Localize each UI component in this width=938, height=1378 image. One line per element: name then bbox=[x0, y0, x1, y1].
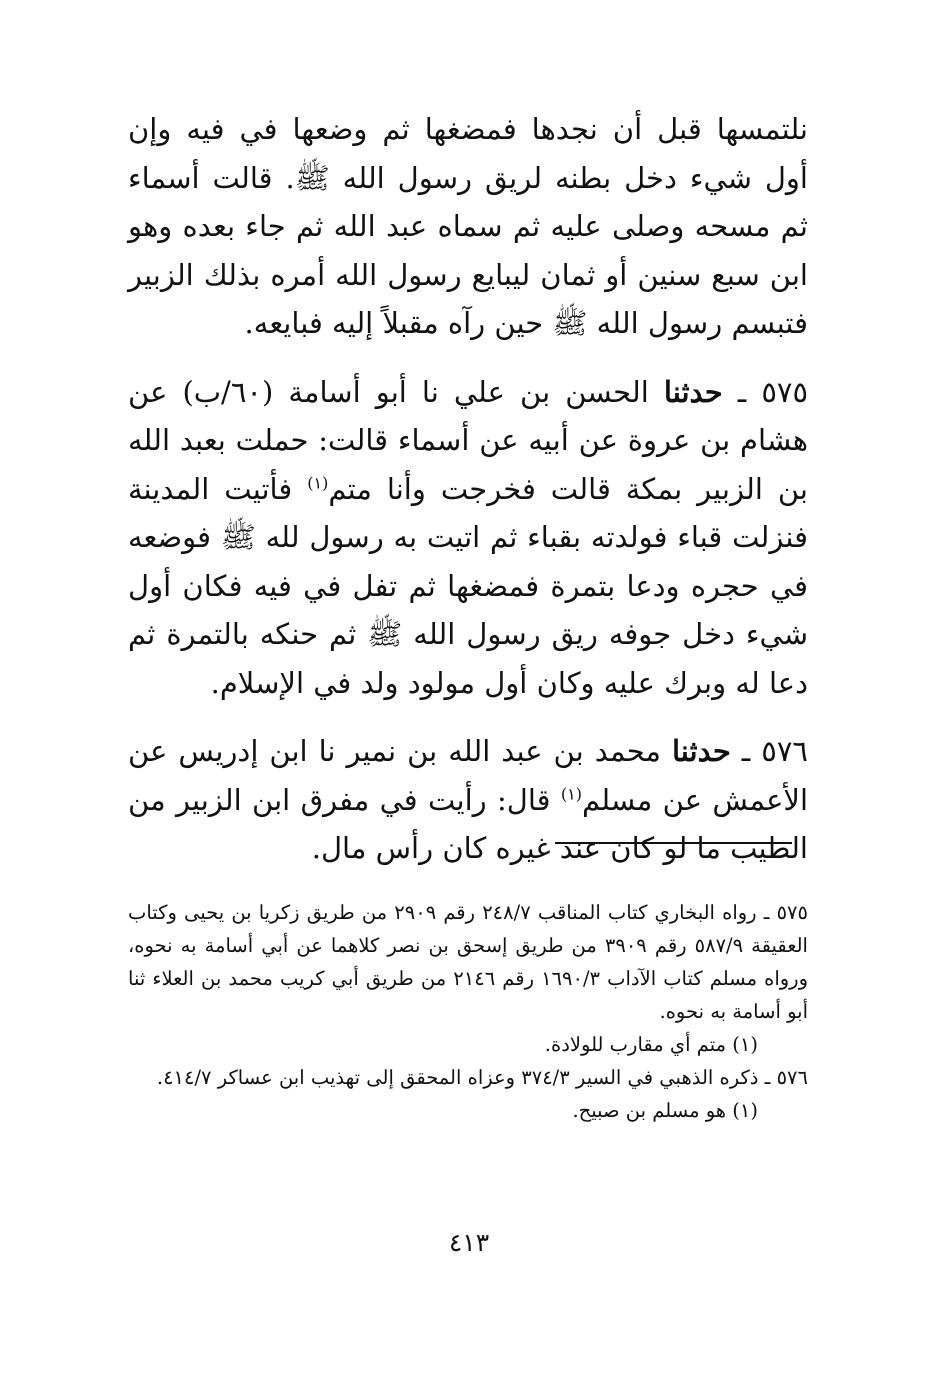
intro-paragraph: نلتمسها قبل أن نجدها فمضغها ثم وضعها في فيه وإن أول شيء دخل بطنه لريق رسول الله ﷺ. قالت أسماء ثم مسحه وصلى عليه ثم سماه عبد الله ثم جاء بعده وهو ابن سبع سنين أو ثمان ليبايع رسول الله أمره بذلك الزبير فتبسم رسول الله ﷺ حين رآه مقبلاً إليه فبايعه. bbox=[128, 112, 808, 340]
hadith-576-text-after-note: قال: رأيت في مفرق ابن الزبير من الطيب ما لو كان عند غيره كان رأس مال. bbox=[128, 782, 808, 865]
footnote-576-note: (١) هو مسلم بن صبيح. bbox=[572, 1099, 758, 1122]
hadith-575-text-before-note: الحسن بن علي نا أبو أسامة (٦٠/ب) عن هشام بن عروة عن أبيه عن أسماء قالت: حملت بعبد الله بن الزبير بمكة قالت فخرجت وأنا متم bbox=[128, 374, 809, 506]
hadith-576-note-mark: (١) bbox=[560, 783, 582, 803]
footnote-575-note: (١) متم أي مقارب للولادة. bbox=[544, 1033, 758, 1056]
hadith-576-keyword: حدثنا bbox=[671, 734, 731, 768]
hadith-576-text-before-note: محمد بن عبد الله بن نمير نا ابن إدريس عن الأعمش عن مسلم bbox=[128, 734, 809, 817]
hadith-575-text-after-note: فأتيت المدينة فنزلت قباء فولدته بقباء ثم اتيت به رسول لله ﷺ فوضعه في حجره ودعا بتمرة فمضغها ثم تفل في فيه فكان أول شيء دخل جوفه ريق رسول الله ﷺ ثم حنكه بالتمرة ثم دعا له وبرك عليه وكان أول مولود ولد في الإسلام. bbox=[128, 471, 808, 700]
hadith-576-paragraph bbox=[128, 727, 808, 873]
hadith-575-note-mark: (١) bbox=[307, 472, 329, 492]
hadith-575-number: ٥٧٥ ـ bbox=[737, 374, 809, 409]
footnote-575: ٥٧٥ ـ رواه البخاري كتاب المناقب ٢٤٨/٧ رقم ٢٩٠٩ من طريق زكريا بن يحيى وكتاب العقيقة ٥٨٧/٩ رقم ٣٩٠٩ من طريق إسحق بن نصر كلاهما عن أبي أسامة به نحوه، ورواه مسلم كتاب الآداب ١٦٩٠/٣ رقم ٢١٤٦ من طريق أبي كريب محمد بن العلاء ثنا أبو أسامة به نحوه. bbox=[128, 901, 808, 1023]
hadith-575-paragraph bbox=[128, 368, 808, 708]
footnote-576: ٥٧٦ ـ ذكره الذهبي في السير ٣٧٤/٣ وعزاه المحقق إلى تهذيب ابن عساكر ٤١٤/٧. bbox=[156, 1066, 808, 1089]
hadith-576-number: ٥٧٦ ـ bbox=[741, 734, 808, 768]
footnote-separator bbox=[555, 842, 792, 844]
page-number: ٤١٣ bbox=[448, 1228, 490, 1257]
main-text bbox=[128, 105, 808, 873]
hadith-575-keyword: حدثنا bbox=[663, 374, 723, 409]
footnotes bbox=[128, 896, 808, 1127]
